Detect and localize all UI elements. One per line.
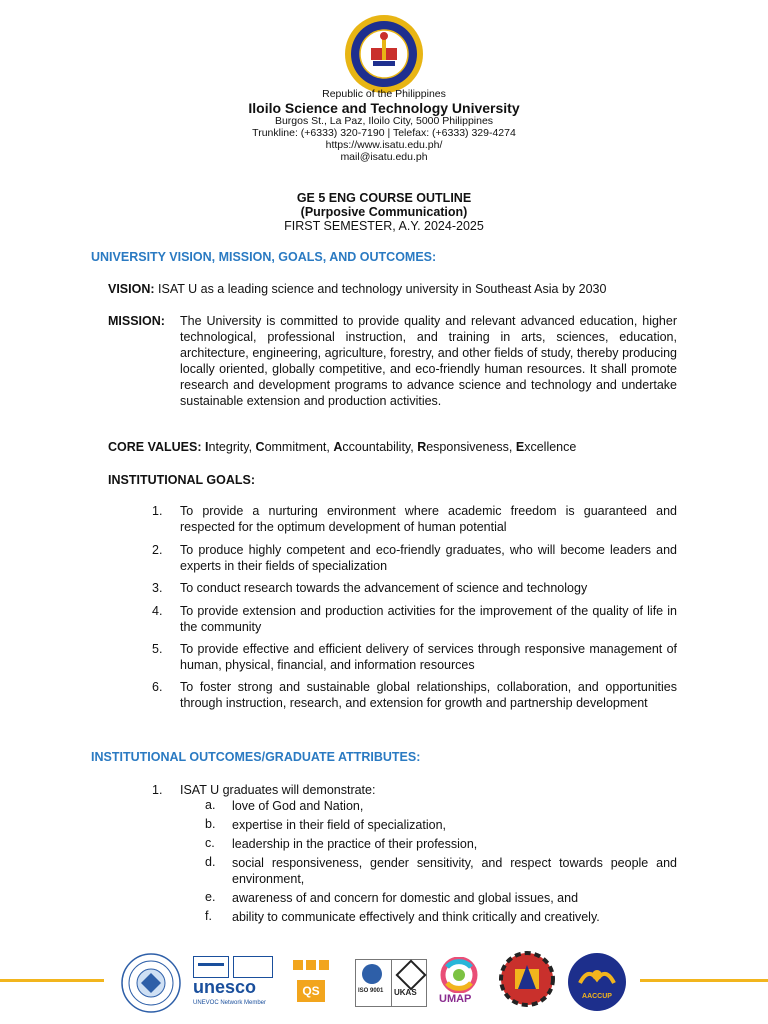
university-website[interactable]: https://www.isatu.edu.ph/ (325, 139, 443, 151)
outcome-item: ability to communicate effectively and think critically and creatively. (232, 910, 600, 924)
outline-semester: FIRST SEMESTER, A.Y. 2024-2025 (284, 219, 484, 233)
goal-number: 3. (152, 581, 163, 595)
outcome-letter: a. (205, 798, 216, 812)
core-value-integrity: Integrity (205, 440, 249, 454)
iso-badge-icon (362, 964, 382, 984)
goal-number: 5. (152, 642, 163, 656)
goal-number: 2. (152, 543, 163, 557)
footer-gold-line-right (640, 979, 768, 982)
outcome-letter: d. (205, 855, 216, 869)
goal-number: 4. (152, 604, 163, 618)
university-seal-icon (344, 14, 424, 94)
aaccup-hands-icon (568, 953, 626, 1011)
gear-emblem-icon (498, 949, 556, 1009)
iso-ukas-logo (355, 959, 427, 1007)
mission-text: The University is committed to provide quality and relevant advanced education, higher technological, professional instruction, and training in arts, sciences, education, architecture, engineering, agriculture, forestry, and other fields of study, thereby producing locally oriented, globally competitive, and eco-friendly human resources. It shall promote research and development programs to advance science and technology and undertake sustainable extension and production activities. (180, 314, 677, 408)
outcome-item: awareness of and concern for domestic and global issues, and (232, 891, 579, 905)
outcome-letter: f. (205, 909, 212, 923)
vision-text: ISAT U as a leading science and technology university in Southeast Asia by 2030 (158, 282, 607, 296)
vision-label: VISION: (108, 282, 155, 296)
section-heading-vmgo: UNIVERSITY VISION, MISSION, GOALS, AND OUTCOMES: (91, 250, 437, 264)
outline-title: GE 5 ENG COURSE OUTLINE (296, 191, 472, 205)
outcome-item: social responsiveness, gender sensitivity, and respect towards people and environment, (232, 856, 677, 886)
university-name: Iloilo Science and Technology University (248, 100, 520, 116)
footer-gold-line-left (0, 979, 104, 982)
goal-number: 6. (152, 680, 163, 694)
unesco-subtitle: UNEVOC Network Member (193, 1000, 267, 1006)
outcome-letter: e. (205, 890, 216, 904)
iso-label: ISO 9001 (358, 988, 384, 994)
unesco-logo (193, 956, 273, 1012)
aaccup-logo (568, 953, 626, 1011)
outcome-item: love of God and Nation, (232, 799, 364, 813)
goal-item: To foster strong and sustainable global relationships, collaboration, and opportunities through instruction, research, and extension for growth and partnership development (180, 680, 677, 710)
university-address: Burgos St., La Paz, Iloilo City, 5000 Philippines (274, 115, 494, 127)
outcome-number: 1. (152, 783, 163, 797)
core-value-responsiveness: Responsiveness (417, 440, 509, 454)
outcome-item: expertise in their field of specialization, (232, 818, 447, 832)
section-heading-outcomes: INSTITUTIONAL OUTCOMES/GRADUATE ATTRIBUTES: (91, 750, 421, 764)
goal-number: 1. (152, 504, 163, 518)
umap-swirl-icon (437, 957, 481, 993)
goal-item: To provide effective and efficient delivery of services through responsive management of human, physical, financial, and information resources (180, 642, 677, 672)
accreditation-seal-icon (121, 953, 181, 1013)
mission-label: MISSION: (108, 314, 165, 328)
goal-item: To produce highly competent and eco-friendly graduates, who will become leaders and experts in their fields of specialization (180, 543, 677, 573)
outline-subtitle: (Purposive Communication) (300, 205, 468, 219)
unesco-wordmark: unesco (193, 977, 257, 997)
core-value-commitment: Commitment (255, 440, 327, 454)
goals-heading: INSTITUTIONAL GOALS: (108, 473, 255, 487)
qs-stars-logo (291, 960, 335, 1008)
goal-item: To provide extension and production activities for the improvement of the quality of life in the community (180, 604, 677, 634)
university-phones: Trunkline: (+6333) 320-7190 | Telefax: (+6333) 329-4274 (252, 127, 516, 139)
goal-item: To conduct research towards the advancement of science and technology (180, 581, 588, 595)
outcome-letter: b. (205, 817, 216, 831)
umap-label: UMAP (439, 993, 472, 1005)
umap-logo (437, 957, 481, 1007)
ukas-crown-icon (395, 959, 426, 990)
core-values-block: CORE VALUES: Integrity, Commitment, Accountability, Responsiveness, Excellence (108, 440, 577, 454)
goal-item: To provide a nurturing environment where academic freedom is guaranteed and respected for the optimum development of human potential (180, 504, 677, 534)
core-values-label: CORE VALUES: (108, 440, 202, 454)
core-value-accountability: Accountability (333, 440, 411, 454)
qs-label: QS (297, 980, 325, 1002)
core-value-excellence: Excellence (515, 440, 577, 454)
vision-block (108, 281, 688, 297)
outcome-lead: ISAT U graduates will demonstrate: (180, 783, 376, 797)
outcome-letter: c. (205, 836, 215, 850)
outcome-item: leadership in the practice of their profession, (232, 837, 478, 851)
republic-line: Republic of the Philippines (322, 88, 446, 100)
ukas-label: UKAS (394, 988, 417, 997)
university-email[interactable]: mail@isatu.edu.ph (340, 151, 428, 163)
unevoc-globe-icon (233, 956, 273, 978)
unesco-temple-icon (193, 956, 229, 978)
aaccup-label: AACCUP (582, 993, 612, 1000)
